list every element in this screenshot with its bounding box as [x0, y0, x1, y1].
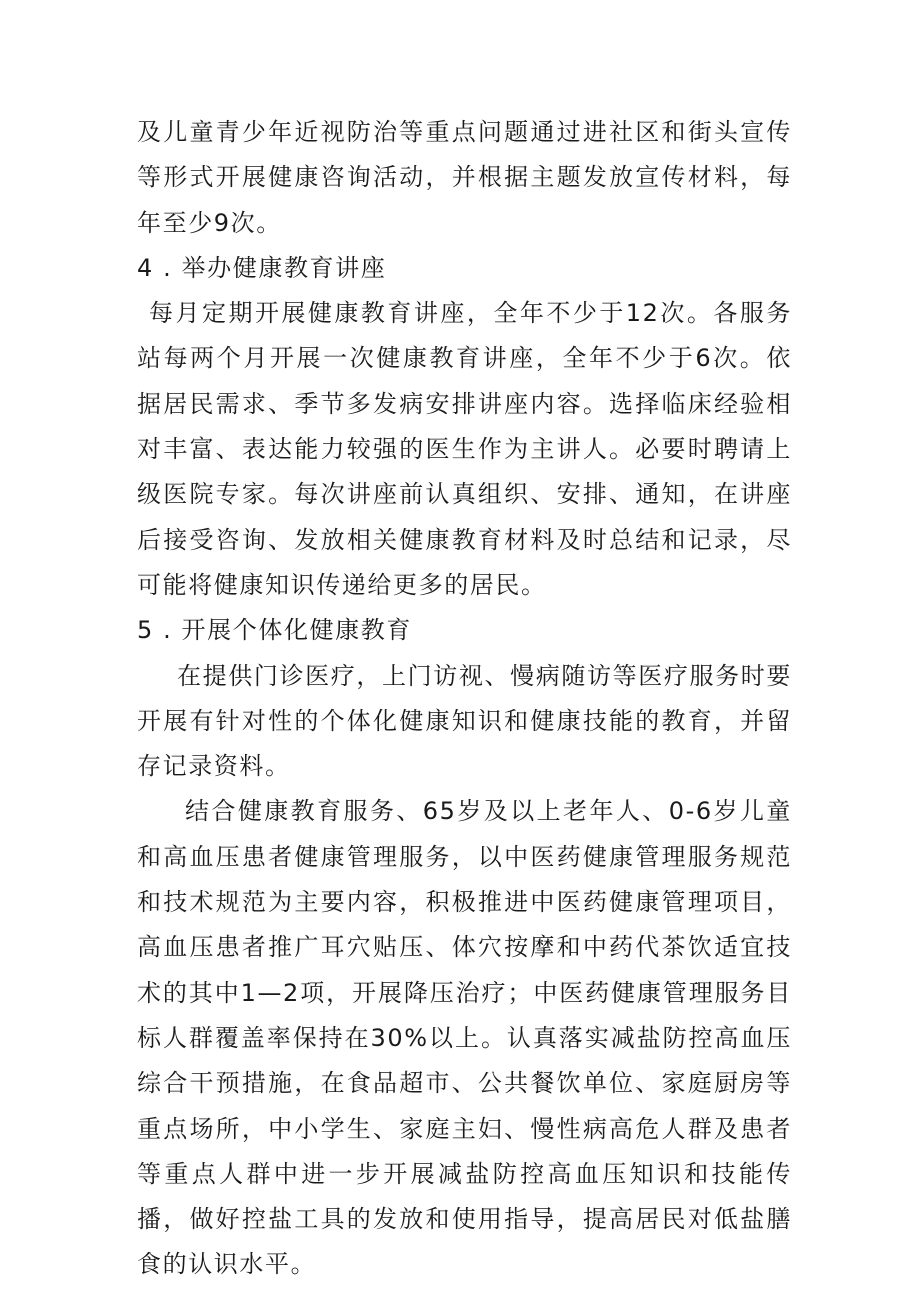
paragraph-tcm-hypertension: 结合健康教育服务、65岁及以上老年人、0-6岁儿童和高血压患者健康管理服务，以中医药健康管理服务规范和技术规范为主要内容，积极推进中医药健康管理项目，高血压患者推广耳穴贴压、体穴按摩和中药代茶饮适宜技术的其中1—2项，开展降压治疗；中医药健康管理服务目标人群覆盖率保持在30%以上。认真落实减盐防控高血压综合干预措施，在食品超市、公共餐饮单位、家庭厨房等重点场所，中小学生、家庭主妇、慢性病高危人群及患者等重点人群中进一步开展减盐防控高血压知识和技能传播，做好控盐工具的发放和使用指导，提高居民对低盐膳食的认识水平。: [137, 797, 792, 1279]
paragraph-individual-education: 在提供门诊医疗，上门访视、慢病随访等医疗服务时要开展有针对性的个体化健康知识和健康技能的教育，并留存记录资料。: [137, 661, 792, 781]
section-heading-5-individual-education: 5 . 开展个体化健康教育: [137, 616, 412, 645]
section-heading-4-lectures: 4 . 举办健康教育讲座: [137, 253, 387, 282]
paragraph-lectures: 每月定期开展健康教育讲座，全年不少于12次。各服务站每两个月开展一次健康教育讲座，全年不少于6次。依据居民需求、季节多发病安排讲座内容。选择临床经验相对丰富、表达能力较强的医生作为主讲人。必要时聘请上级医院专家。每次讲座前认真组织、安排、通知，在讲座后接受咨询、发放相关健康教育材料及时总结和记录，尽可能将健康知识传递给更多的居民。: [137, 299, 792, 599]
document-body: [137, 110, 792, 1288]
paragraph-health-consultation: 及儿童青少年近视防治等重点问题通过进社区和街头宣传等形式开展健康咨询活动，并根据主题发放宣传材料，每年至少9次。: [137, 118, 792, 237]
